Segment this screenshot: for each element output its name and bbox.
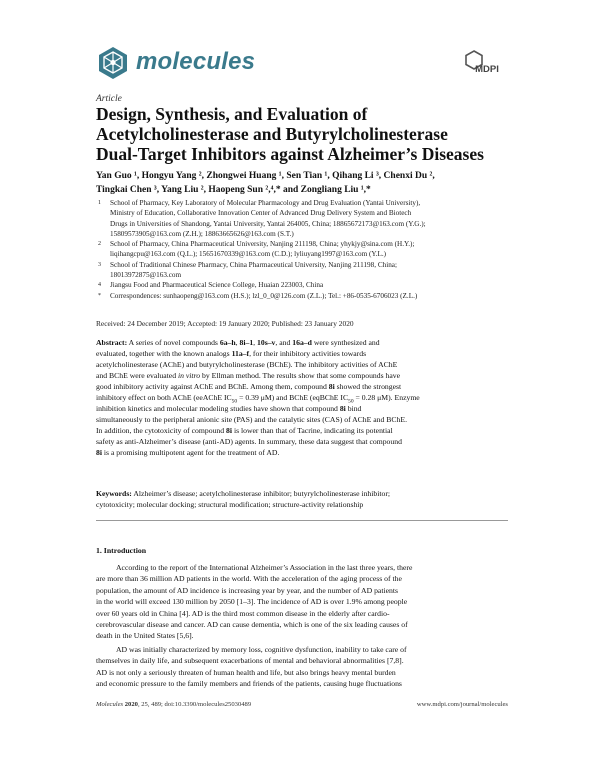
section-divider xyxy=(96,520,508,521)
affiliation-1 xyxy=(96,198,508,239)
abstract xyxy=(96,337,508,458)
abstract-label: Abstract: xyxy=(96,338,128,347)
molecules-hexagon-icon xyxy=(96,46,130,80)
affiliation-line: School of Pharmacy, Key Laboratory of Molecular Pharmacology and Drug Evaluation (Yantai University), xyxy=(110,199,421,207)
body-line: in the world will exceed 130 million by 2050 [1–3]. The incidence of AD is over 1.9% among people xyxy=(96,597,408,607)
body-line: over 60 years old in China [4]. AD is the third most common disease in the elderly after cardio- xyxy=(96,608,390,618)
title-line: Dual-Target Inhibitors against Alzheimer’s Diseases xyxy=(96,144,484,164)
abstract-text: inhibitory effect on both AChE (eeAChE IC xyxy=(96,393,232,402)
affiliation-3 xyxy=(96,260,508,281)
keywords-label: Keywords: xyxy=(96,489,132,498)
affiliation-line: Ministry of Education, Collaborative Innovation Center of Advanced Drug Delivery System and Biotech xyxy=(110,209,412,218)
affiliation-2 xyxy=(96,239,508,260)
affiliation-mark: * xyxy=(98,292,101,299)
author-line: Yan Guo ¹, Hongyu Yang ², Zhongwei Huang ¹, Sen Tian ¹, Qihang Li ³, Chenxi Du ², xyxy=(96,171,435,181)
affiliation-line: Jiangsu Food and Pharmaceutical Science College, Huaian 223003, China xyxy=(110,281,324,290)
body-line: cerebrovascular disease and cancer. AD can cause dementia, which is one of the six leading causes of xyxy=(96,620,408,630)
abstract-line: acetylcholinesterase (AChE) and butyrylcholinesterase (BChE). The inhibitory activities of AChE xyxy=(96,360,398,369)
article-type: Article xyxy=(96,94,122,104)
correspondence xyxy=(96,291,508,301)
abstract-line xyxy=(96,337,508,348)
abstract-line xyxy=(96,403,508,414)
title-line: Acetylcholinesterase and Butyrylcholinesterase xyxy=(96,124,448,144)
abstract-line xyxy=(96,425,508,436)
abstract-text: A series of novel compounds xyxy=(128,338,220,347)
correspondence-line: Correspondences: sunhaopeng@163.com (H.S.); lzl_0_0@126.com (Z.L.); Tel.: +86-0535-6706023 (Z.L.) xyxy=(110,291,418,300)
abstract-text: evaluated, together with the known analogs xyxy=(96,349,232,358)
keywords xyxy=(96,488,508,510)
publication-dates: Received: 24 December 2019; Accepted: 19 January 2020; Published: 23 January 2020 xyxy=(96,319,354,328)
body-line: population, the amount of AD incidence is increasing year by year, and the number of AD patients xyxy=(96,585,398,595)
compound-ref: 8i xyxy=(226,426,233,435)
body-line: According to the report of the International Alzheimer’s Association in the last three years, there xyxy=(116,563,413,572)
abstract-text: = 0.28 μM). Enzyme xyxy=(353,393,420,402)
section-heading: 1. Introduction xyxy=(96,546,147,555)
affiliation-line: liqihangcpu@163.com (Q.L.); 15651670339@163.com (C.D.); lyliuyang1997@163.com (Y.L.) xyxy=(110,250,387,259)
abstract-text: good inhibitory activity against AChE and BChE. Among them, compound xyxy=(96,382,329,391)
affiliation-mark: 2 xyxy=(98,241,101,248)
abstract-text: , for their inhibitory activities towards xyxy=(249,349,367,358)
abstract-text: , and xyxy=(275,338,293,347)
subscript: 50 xyxy=(348,398,354,405)
abstract-line xyxy=(96,447,508,458)
abstract-line xyxy=(96,392,508,403)
affiliation-line: School of Traditional Chinese Pharmacy, China Pharmaceutical University, Nanjing 211198, China; xyxy=(110,260,397,269)
article-title xyxy=(96,104,516,164)
subscript: 50 xyxy=(231,398,238,405)
body-line: themselves in daily life, and subsequent exacerbations of mental and behavioral abnormalities [7,8]. xyxy=(96,656,404,666)
abstract-text: inhibition kinetics and molecular modeling studies have shown that compound xyxy=(96,404,340,413)
affiliation-mark: 3 xyxy=(98,261,101,268)
journal-name: molecules xyxy=(136,48,256,75)
abstract-text: bind xyxy=(345,404,362,413)
compound-ref: 16a–d xyxy=(292,338,312,347)
author-line: Tingkai Chen ³, Yang Liu ², Haopeng Sun ²,⁴,* and Zongliang Liu ¹,* xyxy=(96,185,371,195)
abstract-line xyxy=(96,370,508,381)
affiliation-4 xyxy=(96,280,508,290)
masthead xyxy=(96,46,508,86)
affiliation-line: School of Pharmacy, China Pharmaceutical University, Nanjing 211198, China; yhykjy@sina.com (H.Y.); xyxy=(110,240,415,249)
abstract-text: , xyxy=(253,338,258,347)
abstract-line xyxy=(96,348,508,359)
affiliations xyxy=(96,198,508,301)
affiliation-line: 18013972875@163.com xyxy=(110,271,182,280)
body-line: death in the United States [5,6]. xyxy=(96,631,194,641)
author-list xyxy=(96,169,516,197)
compound-ref: 8i xyxy=(339,404,346,413)
compound-ref: 10s–v xyxy=(257,338,276,347)
footer-journal: Molecules xyxy=(96,701,124,708)
abstract-line: safety as anti-Alzheimer’s disease (anti-AD) agents. In summary, these data suggest that compound xyxy=(96,437,402,446)
abstract-line xyxy=(96,381,508,392)
paragraph-2 xyxy=(96,644,508,690)
paragraph-1 xyxy=(96,562,508,642)
abstract-text: and BChE were evaluated xyxy=(96,371,178,380)
body-line: are more than 36 million AD patients in the world. With the acceleration of the aging process of the xyxy=(96,574,402,584)
abstract-text: In addition, the cytotoxicity of compound xyxy=(96,426,227,435)
keywords-line: cytotoxicity; molecular docking; structural modification; structure-activity relationship xyxy=(96,500,364,509)
affiliation-mark: 1 xyxy=(98,200,101,206)
abstract-text: were synthesized and xyxy=(311,338,380,347)
keywords-line xyxy=(96,488,508,499)
affiliation-line: Drugs in Universities of Shandong, Yantai University, Yantai 264005, China; 18865672173@163.com (Y.G.); xyxy=(110,219,426,228)
keywords-text: Alzheimer’s disease; acetylcholinesterase inhibitor; butyrylcholinesterase inhibitor; xyxy=(131,489,391,498)
compound-ref: 8i–1 xyxy=(239,338,254,347)
abstract-text: = 0.39 μM) and BChE (eqBChE IC xyxy=(237,393,349,402)
title-line: Design, Synthesis, and Evaluation of xyxy=(96,104,368,124)
abstract-text: , xyxy=(235,338,240,347)
body-line: AD is not only a seriously threaten of human health and life, but also brings heavy mental burden xyxy=(96,667,396,677)
citation xyxy=(96,701,251,708)
body-line: AD was initially characterized by memory loss, cognitive dysfunction, inability to take care of xyxy=(116,644,407,654)
affiliation-line: 15809573905@163.com (Z.H.); 18863665626@163.com (S.T.) xyxy=(110,229,294,238)
compound-ref: 8i xyxy=(96,448,102,457)
compound-ref: 11a–f xyxy=(231,349,250,358)
introduction-body xyxy=(96,562,508,689)
mdpi-logo-icon xyxy=(464,50,508,76)
compound-ref: 8i xyxy=(328,382,335,391)
abstract-text: is a promising multipotent agent for the treatment of AD. xyxy=(101,448,280,457)
affiliation-mark: 4 xyxy=(98,282,101,289)
abstract-text: is lower than that of Tacrine, indicating its potential xyxy=(232,426,393,435)
publisher-name: MDPI xyxy=(475,64,499,75)
footer-citation-rest: , 25, 489; doi:10.3390/molecules25030489 xyxy=(137,701,252,708)
abstract-line: simultaneously to the peripheral anionic site (PAS) and the catalytic sites (CAS) of AChE and BChE. xyxy=(96,415,408,424)
abstract-text: showed the strongest xyxy=(334,382,402,391)
journal-url-link[interactable]: www.mdpi.com/journal/molecules xyxy=(416,701,508,708)
compound-ref: 6a–h xyxy=(219,338,236,347)
abstract-text: by Ellman method. The results show that some compounds have xyxy=(200,371,401,380)
body-line: and economic pressure to the family members and friends of the patients, causing huge fluctuations xyxy=(96,679,402,689)
footer-year: 2020 xyxy=(123,701,138,708)
abstract-italic: in vitro xyxy=(177,371,201,380)
